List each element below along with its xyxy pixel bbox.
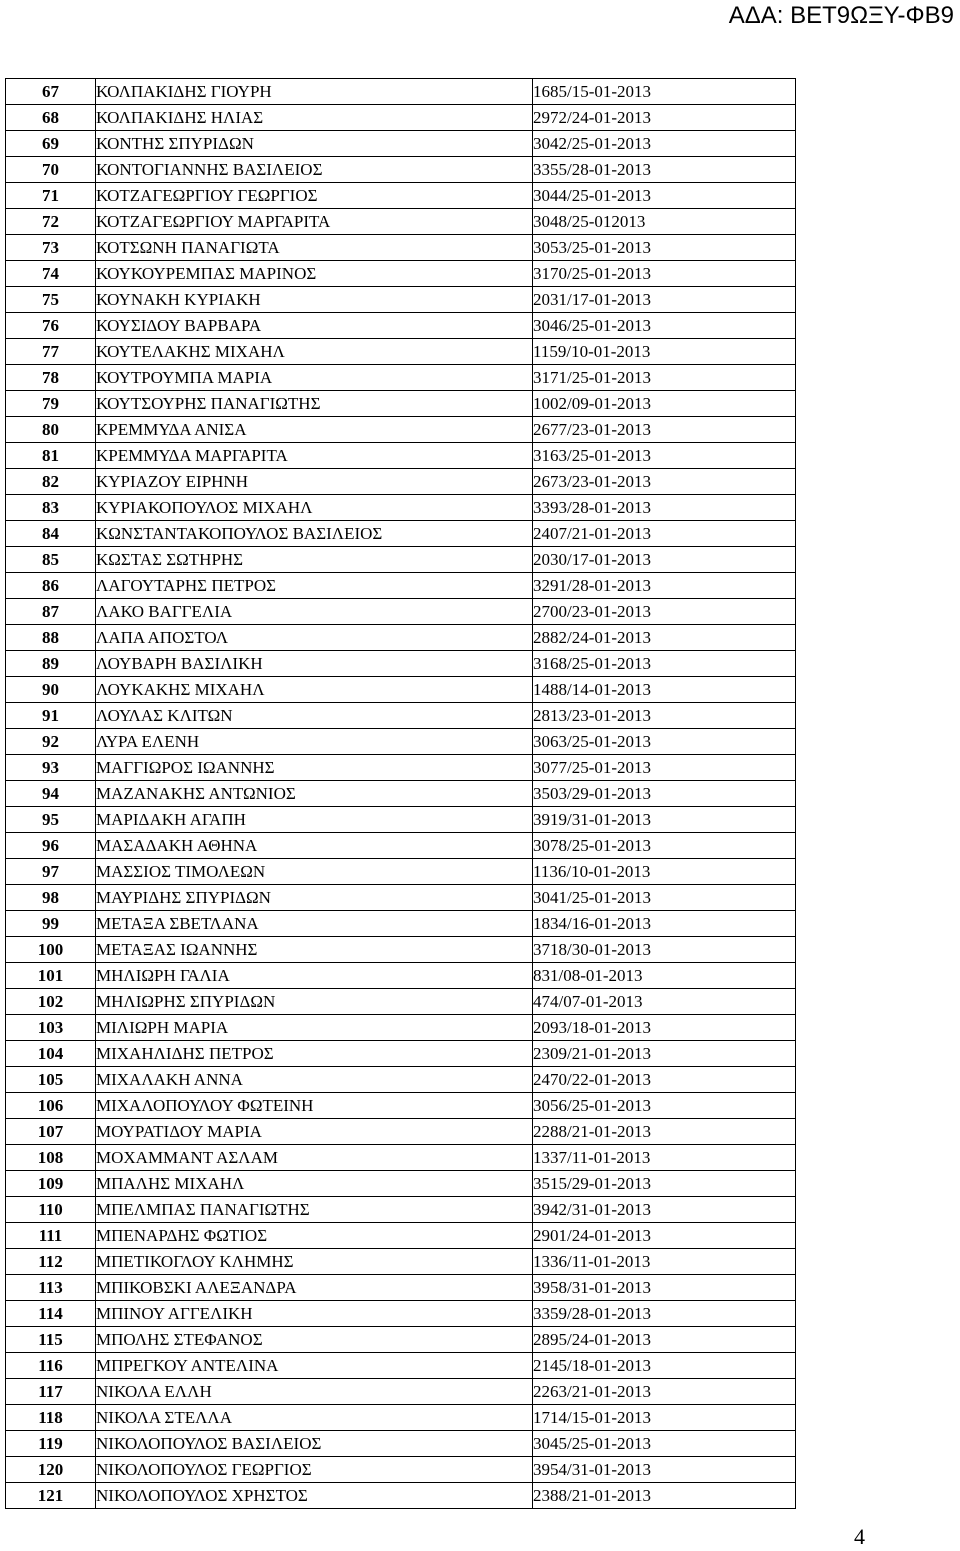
person-name: ΜΠΕΤΙΚΟΓΛΟΥ ΚΛΗΜΗΣ <box>96 1249 533 1275</box>
table-row <box>6 157 796 183</box>
protocol-reference: 3077/25-01-2013 <box>533 755 796 781</box>
person-name: ΚΟΤΣΩΝΗ ΠΑΝΑΓΙΩΤΑ <box>96 235 533 261</box>
protocol-reference: 1488/14-01-2013 <box>533 677 796 703</box>
table-row <box>6 547 796 573</box>
protocol-reference: 2677/23-01-2013 <box>533 417 796 443</box>
person-name: ΚΟΤΖΑΓΕΩΡΓΙΟΥ ΜΑΡΓΑΡΙΤΑ <box>96 209 533 235</box>
row-number: 111 <box>6 1223 96 1249</box>
person-name: ΜΕΤΑΞΑΣ ΙΩΑΝΝΗΣ <box>96 937 533 963</box>
row-number: 80 <box>6 417 96 443</box>
person-name: ΝΙΚΟΛΑ ΣΤΕΛΛΑ <box>96 1405 533 1431</box>
page-number: 4 <box>854 1524 865 1549</box>
protocol-reference: 1337/11-01-2013 <box>533 1145 796 1171</box>
protocol-reference: 3958/31-01-2013 <box>533 1275 796 1301</box>
row-number: 73 <box>6 235 96 261</box>
protocol-reference: 2388/21-01-2013 <box>533 1483 796 1509</box>
table-row <box>6 235 796 261</box>
person-name: ΜΙΧΑΛΑΚΗ ΑΝΝΑ <box>96 1067 533 1093</box>
person-name: ΜΠΕΛΜΠΑΣ ΠΑΝΑΓΙΩΤΗΣ <box>96 1197 533 1223</box>
row-number: 79 <box>6 391 96 417</box>
row-number: 115 <box>6 1327 96 1353</box>
person-name: ΝΙΚΟΛΑ ΕΛΛΗ <box>96 1379 533 1405</box>
person-name: ΚΩΣΤΑΣ ΣΩΤΗΡΗΣ <box>96 547 533 573</box>
row-number: 85 <box>6 547 96 573</box>
table-row <box>6 677 796 703</box>
table-row <box>6 1301 796 1327</box>
protocol-reference: 3503/29-01-2013 <box>533 781 796 807</box>
row-number: 105 <box>6 1067 96 1093</box>
table-row <box>6 365 796 391</box>
protocol-reference: 3168/25-01-2013 <box>533 651 796 677</box>
protocol-reference: 1834/16-01-2013 <box>533 911 796 937</box>
table-row <box>6 703 796 729</box>
protocol-reference: 3170/25-01-2013 <box>533 261 796 287</box>
person-name: ΜΑΥΡΙΔΗΣ ΣΠΥΡΙΔΩΝ <box>96 885 533 911</box>
protocol-reference: 2288/21-01-2013 <box>533 1119 796 1145</box>
protocol-reference: 3393/28-01-2013 <box>533 495 796 521</box>
person-name: ΜΑΖΑΝΑΚΗΣ ΑΝΤΩΝΙΟΣ <box>96 781 533 807</box>
person-name: ΜΑΣΑΔΑΚΗ ΑΘΗΝΑ <box>96 833 533 859</box>
table-row <box>6 781 796 807</box>
row-number: 96 <box>6 833 96 859</box>
person-name: ΚΟΤΖΑΓΕΩΡΓΙΟΥ ΓΕΩΡΓΙΟΣ <box>96 183 533 209</box>
person-name: ΜΠΟΛΗΣ ΣΤΕΦΑΝΟΣ <box>96 1327 533 1353</box>
protocol-reference: 3291/28-01-2013 <box>533 573 796 599</box>
protocol-reference: 2882/24-01-2013 <box>533 625 796 651</box>
person-name: ΛΑΠΑ ΑΠΟΣΤΟΛ <box>96 625 533 651</box>
person-name: ΜΗΛΙΩΡΗ ΓΑΛΙΑ <box>96 963 533 989</box>
protocol-reference: 1336/11-01-2013 <box>533 1249 796 1275</box>
row-number: 92 <box>6 729 96 755</box>
person-name: ΜΙΛΙΩΡΗ ΜΑΡΙΑ <box>96 1015 533 1041</box>
table-row <box>6 1067 796 1093</box>
person-name: ΚΟΥΝΑΚΗ ΚΥΡΙΑΚΗ <box>96 287 533 313</box>
person-name: ΚΟΥΤΕΛΑΚΗΣ ΜΙΧΑΗΛ <box>96 339 533 365</box>
protocol-reference: 2700/23-01-2013 <box>533 599 796 625</box>
row-number: 104 <box>6 1041 96 1067</box>
person-name: ΛΟΥΒΑΡΗ ΒΑΣΙΛΙΚΗ <box>96 651 533 677</box>
table-row <box>6 339 796 365</box>
row-number: 70 <box>6 157 96 183</box>
table-row <box>6 729 796 755</box>
person-name: ΝΙΚΟΛΟΠΟΥΛΟΣ ΓΕΩΡΓΙΟΣ <box>96 1457 533 1483</box>
table-row <box>6 573 796 599</box>
protocol-reference: 3954/31-01-2013 <box>533 1457 796 1483</box>
protocol-reference: 3041/25-01-2013 <box>533 885 796 911</box>
protocol-reference: 3515/29-01-2013 <box>533 1171 796 1197</box>
table-row <box>6 287 796 313</box>
person-name: ΛΑΓΟΥΤΑΡΗΣ ΠΕΤΡΟΣ <box>96 573 533 599</box>
row-number: 94 <box>6 781 96 807</box>
names-table <box>5 78 796 1509</box>
person-name: ΚΡΕΜΜΥΔΑ ΜΑΡΓΑΡΙΤΑ <box>96 443 533 469</box>
table-row <box>6 417 796 443</box>
protocol-reference: 2901/24-01-2013 <box>533 1223 796 1249</box>
row-number: 71 <box>6 183 96 209</box>
table-row <box>6 391 796 417</box>
table-row <box>6 1431 796 1457</box>
row-number: 98 <box>6 885 96 911</box>
protocol-reference: 2972/24-01-2013 <box>533 105 796 131</box>
person-name: ΚΟΥΤΣΟΥΡΗΣ ΠΑΝΑΓΙΩΤΗΣ <box>96 391 533 417</box>
table-row <box>6 1093 796 1119</box>
row-number: 120 <box>6 1457 96 1483</box>
row-number: 67 <box>6 79 96 105</box>
row-number: 76 <box>6 313 96 339</box>
protocol-reference: 2813/23-01-2013 <box>533 703 796 729</box>
person-name: ΜΠΡΕΓΚΟΥ ΑΝΤΕΛΙΝΑ <box>96 1353 533 1379</box>
table-row <box>6 859 796 885</box>
table-row <box>6 599 796 625</box>
row-number: 75 <box>6 287 96 313</box>
protocol-reference: 2895/24-01-2013 <box>533 1327 796 1353</box>
person-name: ΚΟΥΚΟΥΡΕΜΠΑΣ ΜΑΡΙΝΟΣ <box>96 261 533 287</box>
protocol-reference: 3355/28-01-2013 <box>533 157 796 183</box>
protocol-reference: 2263/21-01-2013 <box>533 1379 796 1405</box>
protocol-reference: 1685/15-01-2013 <box>533 79 796 105</box>
protocol-reference: 3045/25-01-2013 <box>533 1431 796 1457</box>
table-row <box>6 1015 796 1041</box>
row-number: 109 <box>6 1171 96 1197</box>
table-row <box>6 833 796 859</box>
protocol-reference: 2031/17-01-2013 <box>533 287 796 313</box>
table-row <box>6 1405 796 1431</box>
table-row <box>6 1457 796 1483</box>
row-number: 81 <box>6 443 96 469</box>
person-name: ΜΑΡΙΔΑΚΗ ΑΓΑΠΗ <box>96 807 533 833</box>
row-number: 91 <box>6 703 96 729</box>
table-row <box>6 105 796 131</box>
table-row <box>6 1041 796 1067</box>
row-number: 108 <box>6 1145 96 1171</box>
table-row <box>6 885 796 911</box>
row-number: 74 <box>6 261 96 287</box>
protocol-reference: 3078/25-01-2013 <box>533 833 796 859</box>
person-name: ΜΟΥΡΑΤΙΔΟΥ ΜΑΡΙΑ <box>96 1119 533 1145</box>
protocol-reference: 2470/22-01-2013 <box>533 1067 796 1093</box>
row-number: 72 <box>6 209 96 235</box>
row-number: 118 <box>6 1405 96 1431</box>
protocol-reference: 474/07-01-2013 <box>533 989 796 1015</box>
person-name: ΜΟΧΑΜΜΑΝΤ ΑΣΛΑΜ <box>96 1145 533 1171</box>
person-name: ΚΥΡΙΑΚΟΠΟΥΛΟΣ ΜΙΧΑΗΛ <box>96 495 533 521</box>
table-row <box>6 963 796 989</box>
table-row <box>6 443 796 469</box>
person-name: ΜΙΧΑΗΛΙΔΗΣ ΠΕΤΡΟΣ <box>96 1041 533 1067</box>
person-name: ΚΟΥΣΙΔΟΥ ΒΑΡΒΑΡΑ <box>96 313 533 339</box>
table-row <box>6 625 796 651</box>
protocol-reference: 2673/23-01-2013 <box>533 469 796 495</box>
person-name: ΛΥΡΑ ΕΛΕΝΗ <box>96 729 533 755</box>
person-name: ΛΟΥΚΑΚΗΣ ΜΙΧΑΗΛ <box>96 677 533 703</box>
table-row <box>6 1197 796 1223</box>
row-number: 103 <box>6 1015 96 1041</box>
protocol-reference: 2145/18-01-2013 <box>533 1353 796 1379</box>
person-name: ΜΑΓΓΙΩΡΟΣ ΙΩΑΝΝΗΣ <box>96 755 533 781</box>
table-row <box>6 1327 796 1353</box>
table-row <box>6 183 796 209</box>
table-row <box>6 1171 796 1197</box>
table-row <box>6 495 796 521</box>
row-number: 93 <box>6 755 96 781</box>
row-number: 78 <box>6 365 96 391</box>
row-number: 112 <box>6 1249 96 1275</box>
table-row <box>6 755 796 781</box>
row-number: 95 <box>6 807 96 833</box>
person-name: ΜΙΧΑΛΟΠΟΥΛΟΥ ΦΩΤΕΙΝΗ <box>96 1093 533 1119</box>
person-name: ΚΩΝΣΤΑΝΤΑΚΟΠΟΥΛΟΣ ΒΑΣΙΛΕΙΟΣ <box>96 521 533 547</box>
person-name: ΜΠΑΛΗΣ ΜΙΧΑΗΛ <box>96 1171 533 1197</box>
table-row <box>6 209 796 235</box>
row-number: 113 <box>6 1275 96 1301</box>
person-name: ΚΟΝΤΟΓΙΑΝΝΗΣ ΒΑΣΙΛΕΙΟΣ <box>96 157 533 183</box>
row-number: 119 <box>6 1431 96 1457</box>
person-name: ΚΟΛΠΑΚΙΔΗΣ ΗΛΙΑΣ <box>96 105 533 131</box>
row-number: 106 <box>6 1093 96 1119</box>
table-row <box>6 313 796 339</box>
row-number: 83 <box>6 495 96 521</box>
row-number: 101 <box>6 963 96 989</box>
table-row <box>6 1223 796 1249</box>
person-name: ΚΟΛΠΑΚΙΔΗΣ ΓΙΟΥΡΗ <box>96 79 533 105</box>
table-row <box>6 79 796 105</box>
row-number: 110 <box>6 1197 96 1223</box>
person-name: ΚΟΝΤΗΣ ΣΠΥΡΙΔΩΝ <box>96 131 533 157</box>
protocol-reference: 3359/28-01-2013 <box>533 1301 796 1327</box>
person-name: ΜΠΕΝΑΡΔΗΣ ΦΩΤΙΟΣ <box>96 1223 533 1249</box>
row-number: 99 <box>6 911 96 937</box>
row-number: 121 <box>6 1483 96 1509</box>
table-row <box>6 911 796 937</box>
person-name: ΜΕΤΑΞΑ ΣΒΕΤΛΑΝΑ <box>96 911 533 937</box>
protocol-reference: 1159/10-01-2013 <box>533 339 796 365</box>
table-row <box>6 1379 796 1405</box>
protocol-reference: 2093/18-01-2013 <box>533 1015 796 1041</box>
person-name: ΜΠΙΚΟΒΣΚΙ ΑΛΕΞΑΝΔΡΑ <box>96 1275 533 1301</box>
table-row <box>6 261 796 287</box>
table-row <box>6 469 796 495</box>
table-row <box>6 1483 796 1509</box>
person-name: ΛΟΥΛΑΣ ΚΛΙΤΩΝ <box>96 703 533 729</box>
row-number: 82 <box>6 469 96 495</box>
row-number: 84 <box>6 521 96 547</box>
protocol-reference: 3046/25-01-2013 <box>533 313 796 339</box>
protocol-reference: 3163/25-01-2013 <box>533 443 796 469</box>
person-name: ΛΑΚΟ ΒΑΓΓΕΛΙΑ <box>96 599 533 625</box>
protocol-reference: 2407/21-01-2013 <box>533 521 796 547</box>
ada-code-header: ΑΔΑ: ΒΕΤ9ΩΞΥ-ΦΒ9 <box>728 2 954 29</box>
table-row <box>6 1145 796 1171</box>
protocol-reference: 1136/10-01-2013 <box>533 859 796 885</box>
table-row <box>6 1119 796 1145</box>
protocol-reference: 2030/17-01-2013 <box>533 547 796 573</box>
person-name: ΚΟΥΤΡΟΥΜΠΑ ΜΑΡΙΑ <box>96 365 533 391</box>
table-row <box>6 807 796 833</box>
protocol-reference: 3718/30-01-2013 <box>533 937 796 963</box>
row-number: 107 <box>6 1119 96 1145</box>
protocol-reference: 3053/25-01-2013 <box>533 235 796 261</box>
person-name: ΚΡΕΜΜΥΔΑ ΑΝΙΣΑ <box>96 417 533 443</box>
protocol-reference: 2309/21-01-2013 <box>533 1041 796 1067</box>
protocol-reference: 3044/25-01-2013 <box>533 183 796 209</box>
table-row <box>6 1275 796 1301</box>
table-row <box>6 521 796 547</box>
row-number: 116 <box>6 1353 96 1379</box>
protocol-reference: 3919/31-01-2013 <box>533 807 796 833</box>
person-name: ΝΙΚΟΛΟΠΟΥΛΟΣ ΒΑΣΙΛΕΙΟΣ <box>96 1431 533 1457</box>
row-number: 117 <box>6 1379 96 1405</box>
row-number: 97 <box>6 859 96 885</box>
protocol-reference: 3056/25-01-2013 <box>533 1093 796 1119</box>
table-row <box>6 937 796 963</box>
protocol-reference: 1002/09-01-2013 <box>533 391 796 417</box>
row-number: 100 <box>6 937 96 963</box>
person-name: ΚΥΡΙΑΖΟΥ ΕΙΡΗΝΗ <box>96 469 533 495</box>
row-number: 90 <box>6 677 96 703</box>
protocol-reference: 1714/15-01-2013 <box>533 1405 796 1431</box>
row-number: 88 <box>6 625 96 651</box>
names-table-body <box>6 79 796 1509</box>
protocol-reference: 3063/25-01-2013 <box>533 729 796 755</box>
row-number: 77 <box>6 339 96 365</box>
table-row <box>6 651 796 677</box>
protocol-reference: 3942/31-01-2013 <box>533 1197 796 1223</box>
table-row <box>6 1353 796 1379</box>
row-number: 68 <box>6 105 96 131</box>
protocol-reference: 3042/25-01-2013 <box>533 131 796 157</box>
row-number: 86 <box>6 573 96 599</box>
table-row <box>6 989 796 1015</box>
person-name: ΝΙΚΟΛΟΠΟΥΛΟΣ ΧΡΗΣΤΟΣ <box>96 1483 533 1509</box>
row-number: 89 <box>6 651 96 677</box>
protocol-reference: 3171/25-01-2013 <box>533 365 796 391</box>
person-name: ΜΗΛΙΩΡΗΣ ΣΠΥΡΙΔΩΝ <box>96 989 533 1015</box>
row-number: 102 <box>6 989 96 1015</box>
row-number: 87 <box>6 599 96 625</box>
table-row <box>6 1249 796 1275</box>
row-number: 114 <box>6 1301 96 1327</box>
protocol-reference: 3048/25-012013 <box>533 209 796 235</box>
person-name: ΜΠΙΝΟΥ ΑΓΓΕΛΙΚΗ <box>96 1301 533 1327</box>
table-row <box>6 131 796 157</box>
protocol-reference: 831/08-01-2013 <box>533 963 796 989</box>
row-number: 69 <box>6 131 96 157</box>
person-name: ΜΑΣΣΙΟΣ ΤΙΜΟΛΕΩΝ <box>96 859 533 885</box>
